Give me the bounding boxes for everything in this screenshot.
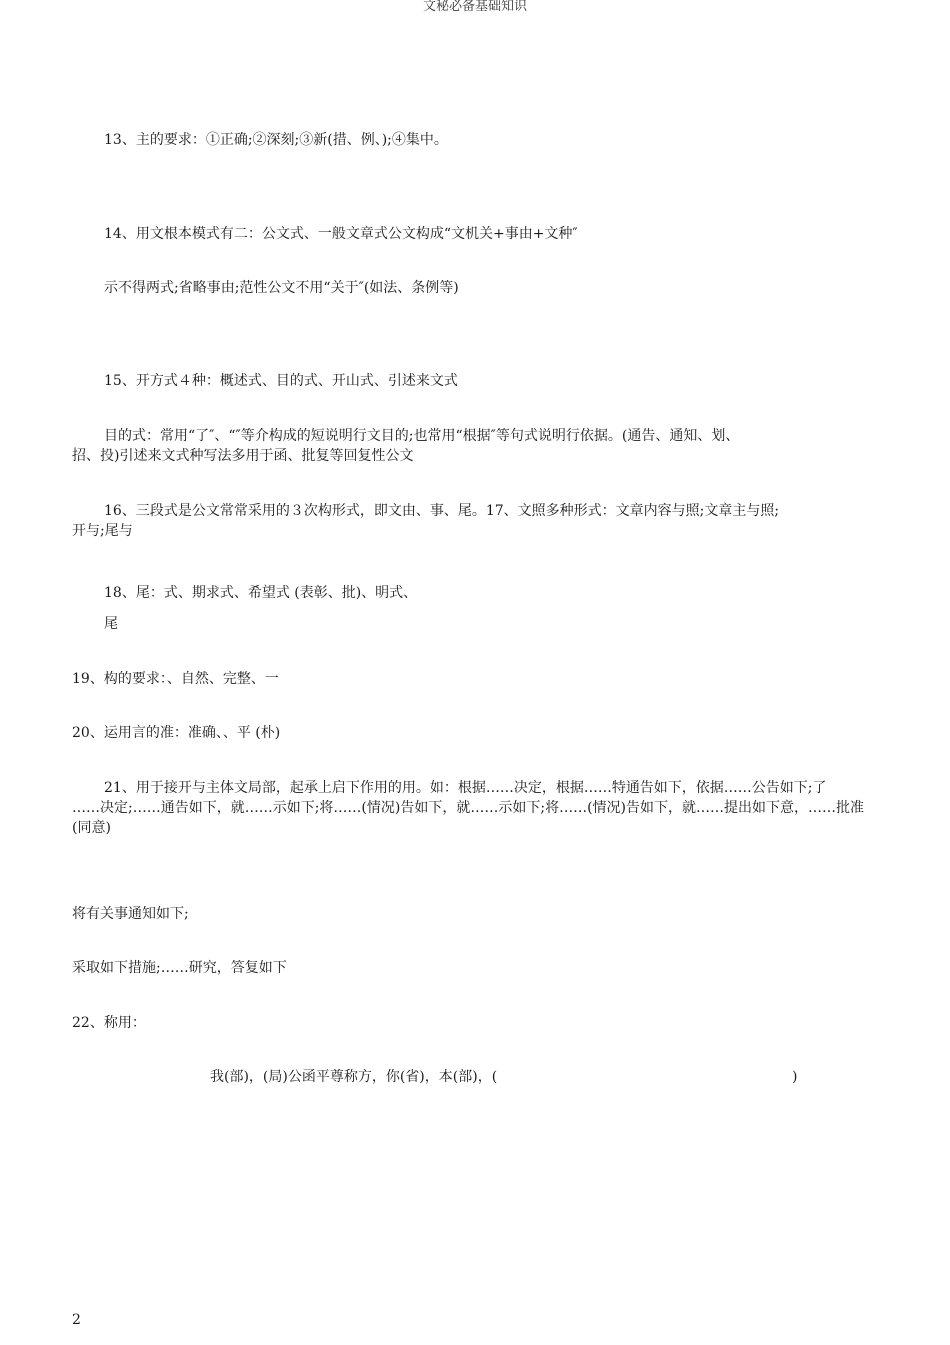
paragraph-18: 18、尾：式、期求式、希望式 (表彰、批)、明式、 (104, 585, 418, 601)
paragraph-15-detail-line-2: 招、投)引述来文式种写法多用于函、批复等回复性公文 (72, 448, 414, 464)
paragraph-16-line-2: 开与;尾与 (72, 523, 133, 539)
paragraph-13: 13、主的要求：①正确;②深刻;③新(措、例、);④集中。 (104, 132, 448, 148)
paragraph-21-example-2: 采取如下措施;……研究，答复如下 (72, 960, 287, 976)
paragraph-16-line-1: 16、三段式是公文常常采用的３次构形式，即文由、事、尾。17、文照多种形式：文章内容与照;文章主与照; (104, 503, 780, 519)
paragraph-21-line-3: (同意) (72, 820, 111, 836)
paragraph-21-line-1: 21、用于接开与主体文局部，起承上启下作用的用。如：根据……决定，根据……特通告如下，依据……公告如下;了 (104, 780, 827, 796)
paragraph-22: 22、称用： (72, 1015, 146, 1031)
paragraph-21-line-2: ……决定;……通告如下，就……示如下;将……(情况)告如下，就……示如下;将……(情况)告如下，就……提出如下意，……批准 (72, 800, 864, 816)
paragraph-14-continued: 示不得两式;省略事由;范性公文不用“关于″(如法、条例等) (104, 280, 459, 296)
paragraph-14: 14、用文根本模式有二：公文式、一般文章式公文构成“文机关+事由+文种″ (104, 226, 578, 242)
paragraph-15: 15、开方式４种：概述式、目的式、开山式、引述来文式 (104, 373, 458, 389)
paragraph-19: 19、构的要求：、自然、完整、一 (72, 671, 279, 687)
paragraph-21-example-1: 将有关事通知如下; (72, 906, 189, 922)
paragraph-22-detail: 我(部)，(局)公函平尊称方，你(省)，本(部)，( (210, 1069, 498, 1085)
paragraph-18-continued: 尾 (104, 616, 118, 632)
page-number: 2 (72, 1312, 81, 1328)
page-header: 文秘必备基础知识 (422, 0, 527, 14)
paragraph-20: 20、运用言的准：准确、、平 (朴) (72, 725, 281, 741)
paragraph-22-detail-close: ) (792, 1069, 798, 1085)
paragraph-15-detail-line-1: 目的式：常用“了″、“″等介构成的短说明行文目的;也常用“根据″等句式说明行依据。(通告、通知、划、 (104, 428, 740, 444)
